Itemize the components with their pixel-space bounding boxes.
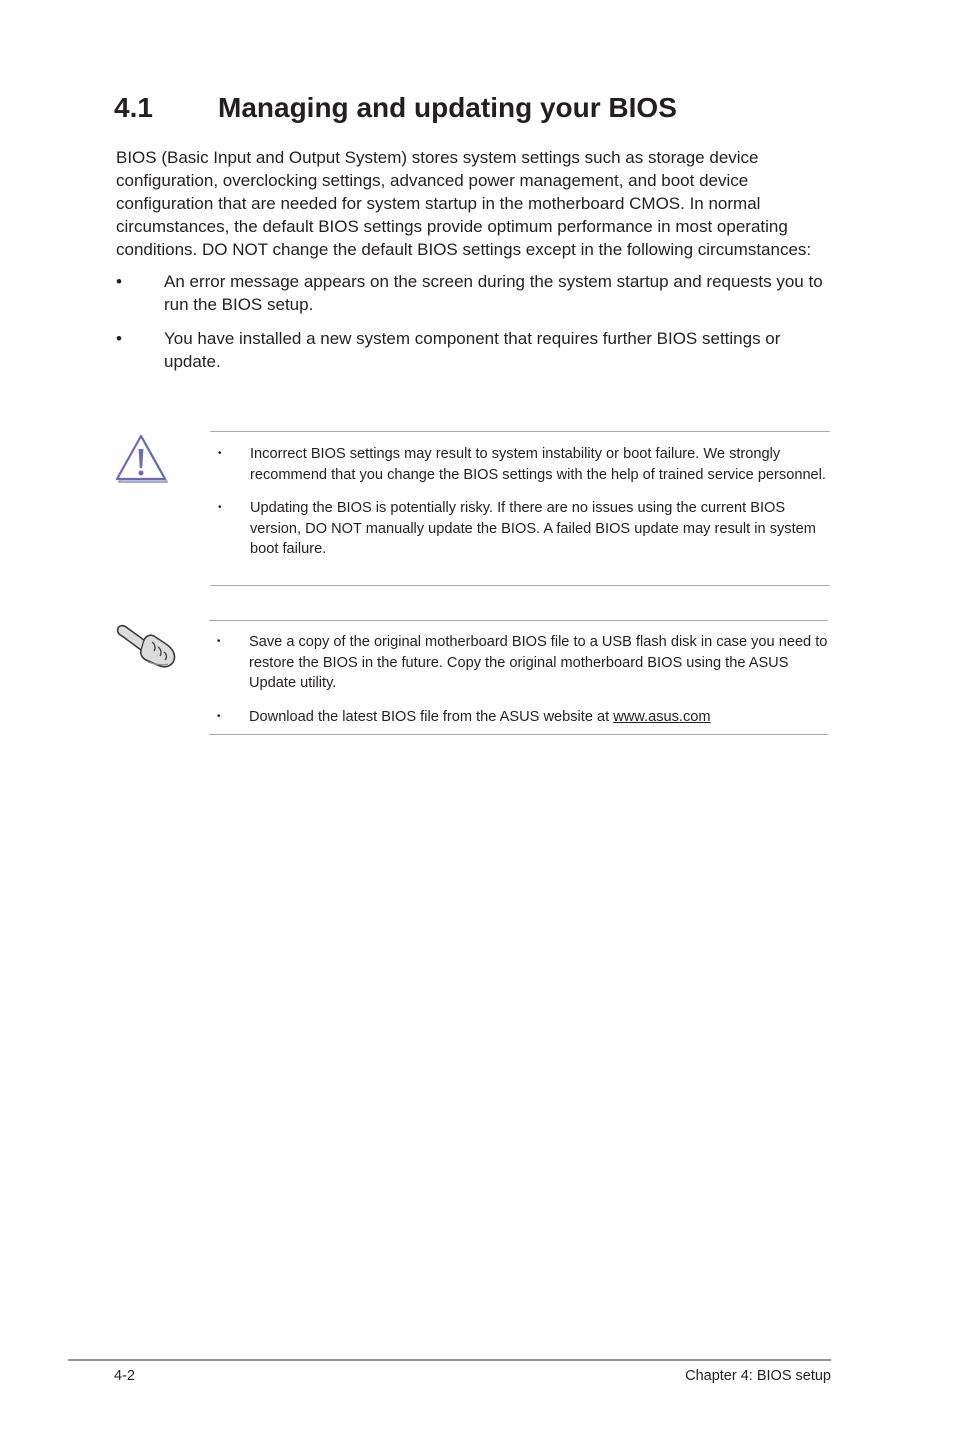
note-box: [209, 620, 828, 735]
list-item: • An error message appears on the screen during the system startup and requests you to run the BIOS setup.: [116, 272, 823, 314]
bullet: •: [217, 636, 221, 647]
pointing-hand-icon: [114, 620, 178, 670]
chapter-title: Chapter 4: BIOS setup: [685, 1368, 831, 1384]
bullet: •: [116, 329, 122, 348]
bullet: •: [218, 502, 222, 513]
circumstance-list: [116, 270, 838, 384]
page-number: 4-2: [114, 1368, 135, 1384]
list-item: • Download the latest BIOS file from the ASUS website at www.asus.com: [209, 707, 828, 728]
section-title: Managing and updating your BIOS: [218, 92, 677, 123]
list-item: • Incorrect BIOS settings may result to system instability or boot failure. We strongly recommend that you change the BIOS settings with the help of trained service personnel.: [218, 446, 826, 483]
warning-triangle-icon: [114, 433, 170, 485]
bullet: •: [116, 272, 122, 291]
footer-divider: [68, 1359, 831, 1361]
bullet: •: [218, 448, 222, 459]
asus-website-link[interactable]: www.asus.com: [613, 708, 711, 725]
intro-paragraph: BIOS (Basic Input and Output System) stores system settings such as storage device configuration, overclocking settings, advanced power management, and boot device configuration that are needed for system startup in the motherboard CMOS. In normal circumstances, the default BIOS settings provide optimum performance in most operating conditions. DO NOT change the default BIOS settings except in the following circumstances:: [116, 148, 812, 259]
section-heading: [114, 88, 677, 128]
warning-box: [210, 431, 830, 586]
section-number: 4.1: [114, 92, 153, 123]
list-item: • Save a copy of the original motherboard BIOS file to a USB flash disk in case you need to restore the BIOS in the future. Copy the original motherboard BIOS using the ASUS Update utility.: [217, 634, 828, 691]
list-item: • You have installed a new system component that requires further BIOS settings or update.: [116, 329, 781, 371]
list-item: • Updating the BIOS is potentially risky. If there are no issues using the current BIOS version, DO NOT manually update the BIOS. A failed BIOS update may result in system boot failure.: [218, 500, 816, 557]
bullet: •: [217, 710, 221, 722]
